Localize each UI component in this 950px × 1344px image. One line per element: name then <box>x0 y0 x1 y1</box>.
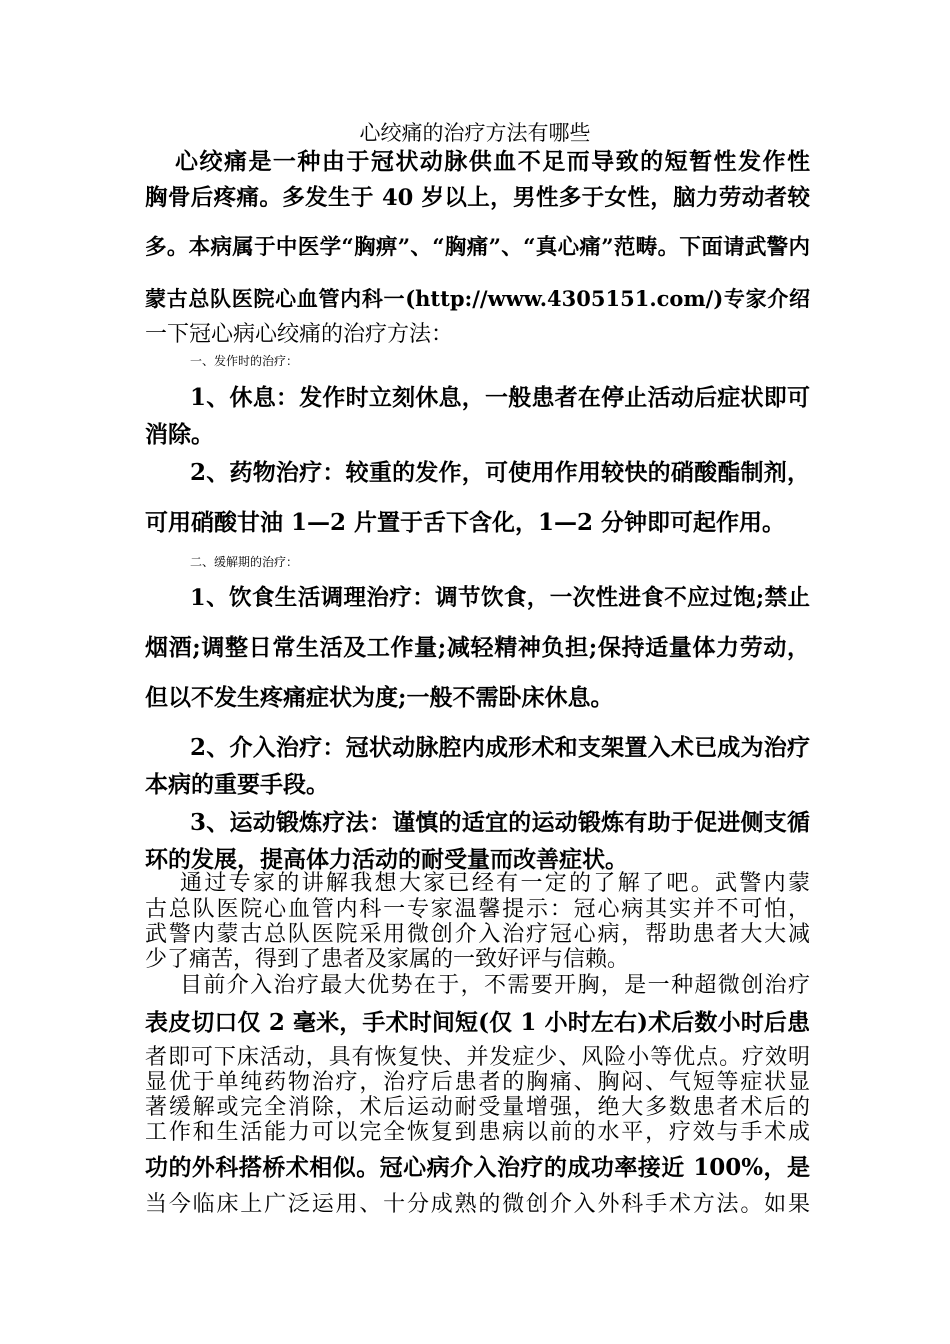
paragraph-line: 当今临床上广泛运用、十分成熟的微创介入外科手术方法。如果 <box>145 1192 810 1217</box>
paragraph-line: 消除。 <box>145 421 214 448</box>
paragraph-line: 功的外科搭桥术相似。冠心病介入治疗的成功率接近 100%，是 <box>145 1154 810 1181</box>
section-heading: 一、发作时的治疗： <box>190 354 299 368</box>
paragraph-line: 1、饮食生活调理治疗：调节饮食，一次性进食不应过饱;禁止 <box>190 585 810 611</box>
paragraph-line: 显优于单纯药物治疗，治疗后患者的胸痛、胸闷、气短等症状显 <box>145 1070 810 1095</box>
paragraph-line: 少了痛苦，得到了患者及家属的一致好评与信赖。 <box>145 947 630 972</box>
paragraph-line: 工作和生活能力可以完全恢复到患病以前的水平，疗效与手术成 <box>145 1120 810 1145</box>
paragraph-line: 1、休息：发作时立刻休息，一般患者在停止活动后症状即可 <box>190 384 810 411</box>
paragraph-line: 多。本病属于中医学“胸痹”、“胸痛”、“真心痛”范畴。下面请武警内 <box>145 235 810 260</box>
section-heading: 二、缓解期的治疗： <box>190 555 299 569</box>
paragraph-line: 蒙古总队医院心血管内科一(http://www.4305151.com/)专家介绍 <box>145 286 810 311</box>
paragraph-line: 烟酒;调整日常生活及工作量;减轻精神负担;保持适量体力劳动， <box>145 634 810 661</box>
paragraph-line: 者即可下床活动，具有恢复快、并发症少、风险小等优点。疗效明 <box>145 1045 810 1070</box>
paragraph-line: 古总队医院心血管内科一专家温馨提示：冠心病其实并不可怕， <box>145 897 810 922</box>
paragraph-line: 通过专家的讲解我想大家已经有一定的了解了吧。武警内蒙 <box>180 871 810 896</box>
paragraph-line: 武警内蒙古总队医院采用微创介入治疗冠心病，帮助患者大大减 <box>145 922 810 947</box>
paragraph-line: 本病的重要手段。 <box>145 771 329 798</box>
paragraph-line: 3、运动锻炼疗法：谨慎的适宜的运动锻炼有助于促进侧支循 <box>190 809 810 836</box>
paragraph-line: 表皮切口仅 2 毫米，手术时间短(仅 1 小时左右)术后数小时后患 <box>145 1009 810 1036</box>
paragraph-line: 可用硝酸甘油 1—2 片置于舌下含化，1—2 分钟即可起作用。 <box>145 509 786 536</box>
paragraph-line: 一下冠心病心绞痛的治疗方法： <box>145 322 454 347</box>
paragraph-line: 目前介入治疗最大优势在于，不需要开胸，是一种超微创治疗 <box>180 973 810 998</box>
document-title: 心绞痛的治疗方法有哪些 <box>359 121 591 145</box>
paragraph-line: 胸骨后疼痛。多发生于 40 岁以上，男性多于女性，脑力劳动者较 <box>145 185 810 211</box>
paragraph-line: 著缓解或完全消除，术后运动耐受量增强，绝大多数患者术后的 <box>145 1095 810 1120</box>
paragraph-line: 但以不发生疼痛症状为度;一般不需卧床休息。 <box>145 684 614 711</box>
paragraph-line: 心绞痛是一种由于冠状动脉供血不足而导致的短暂性发作性 <box>175 148 810 175</box>
paragraph-line: 2、药物治疗：较重的发作，可使用作用较快的硝酸酯制剂， <box>190 459 810 486</box>
paragraph-line: 2、介入治疗：冠状动脉腔内成形术和支架置入术已成为治疗 <box>190 734 810 761</box>
paragraph-line: 环的发展，提高体力活动的耐受量而改善症状。 <box>145 846 628 873</box>
